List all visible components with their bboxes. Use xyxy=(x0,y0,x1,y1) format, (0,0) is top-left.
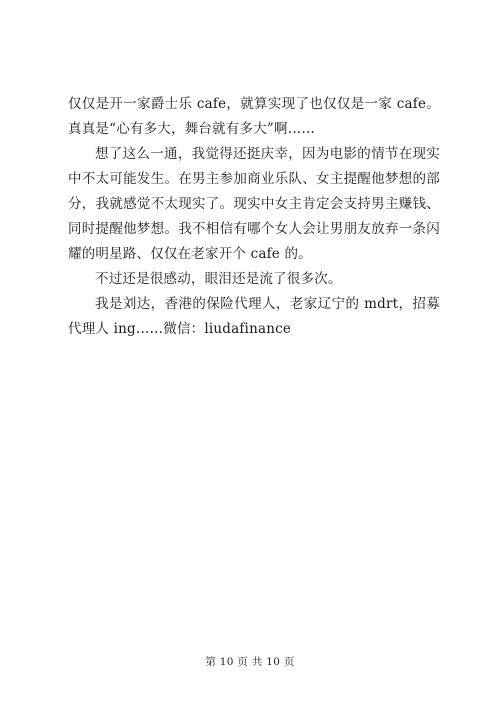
paragraph-4: 我是刘达，香港的保险代理人，老家辽宁的 mdrt，招募代理人 ing……微信：liudafinance xyxy=(68,296,440,337)
document-body xyxy=(68,92,440,342)
paragraph-3: 不过还是很感动，眼泪还是流了很多次。 xyxy=(95,271,342,287)
page-number-footer: 第 10 页 共 10 页 xyxy=(205,656,295,668)
paragraph-1: 仅仅是开一家爵士乐 cafe，就算实现了也仅仅是一家 cafe。真真是“心有多大，舞台就有多大”啊…… xyxy=(68,96,440,137)
paragraph-2: 想了这么一通，我觉得还挺庆幸，因为电影的情节在现实中不太可能发生。在男主参加商业乐队、女主提醒他梦想的部分，我就感觉不太现实了。现实中女主肯定会支持男主赚钱、同时提醒他梦想。我不相信有哪个女人会让男朋友放弃一条闪耀的明星路、仅仅在老家开个 cafe 的。 xyxy=(68,146,440,262)
